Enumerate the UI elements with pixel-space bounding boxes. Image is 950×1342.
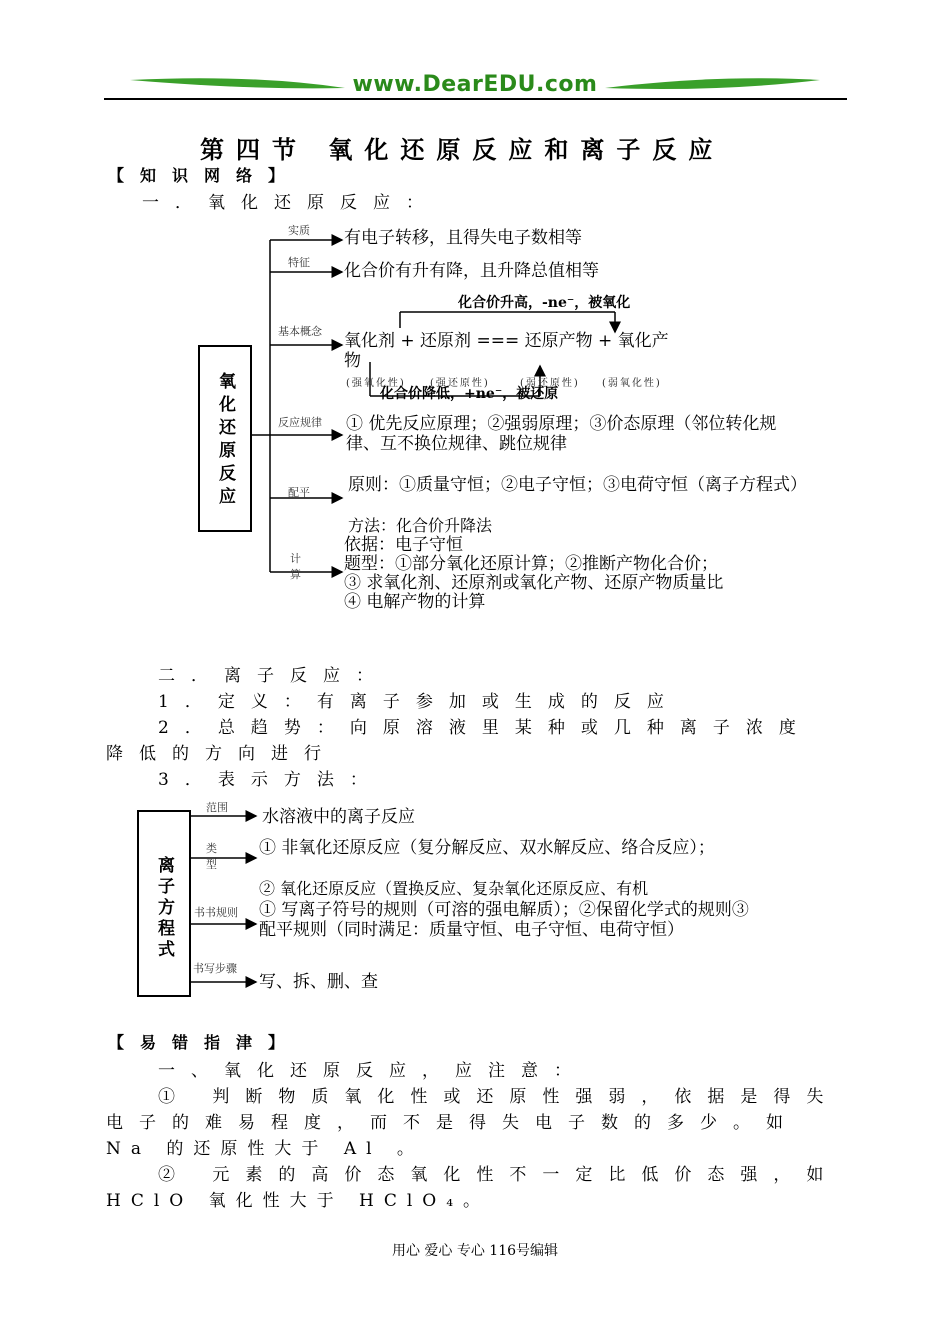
errors-sub: 一、氧化还原反应，应注意： — [158, 1061, 587, 1081]
property-1: (强氧化性) — [346, 378, 406, 389]
errors-heading: 【易错指津】 — [108, 1033, 301, 1052]
branch-label-essence: 实质 — [288, 224, 310, 237]
knowledge-network-heading: 【知识网络】 — [108, 166, 301, 185]
errors-p2b: HClO 氧化性大于 HClO₄。 — [106, 1191, 491, 1211]
header-rule — [104, 98, 847, 100]
section2-line2b: 降低的方向进行 — [106, 744, 337, 764]
lower-arrow-label: 化合价降低，+ne⁻，被还原 — [380, 386, 559, 402]
property-4: (弱氧化性) — [602, 378, 662, 389]
property-2: (强还原性) — [430, 378, 490, 389]
page-footer: 用心 爱心 专心 116号编辑 — [391, 1243, 559, 1259]
ionic-text-writing-rules: ① 写离子符号的规则（可溶的强电解质）；②保留化学式的规则③配平规则（同时满足：质量守恒、电子守恒、电荷守恒） — [259, 900, 749, 940]
ionic-text-scope: 水溶液中的离子反应 — [262, 807, 415, 827]
branch-text-calc-2: 题型：①部分氧化还原计算；②推断产物化合价； — [344, 554, 718, 574]
ionic-label-steps: 书写步骤 — [193, 962, 237, 975]
section2-line3: 3．表示方法： — [158, 770, 383, 790]
branch-text-calc-1: 依据：电子守恒 — [344, 535, 463, 555]
branch-label-rules: 反应规律 — [278, 416, 322, 429]
property-3: (弱还原性) — [520, 378, 580, 389]
upper-arrow-label: 化合价升高，-ne⁻，被氧化 — [458, 295, 631, 311]
section2-line1: 1．定义：有离子参加或生成的反应 — [158, 692, 680, 712]
branch-text-feature: 化合价有升有降，且升降总值相等 — [344, 261, 599, 281]
branch-label-balance: 配平 — [288, 486, 310, 499]
section1-heading: 一．氧化还原反应： — [142, 193, 439, 213]
branch-label-calc: 计算 — [290, 552, 301, 581]
ionic-text-steps: 写、拆、删、查 — [259, 972, 378, 992]
section2-line2a: 2．总趋势：向原溶液里某种或几种离子浓度 — [158, 718, 812, 738]
page-title: 第四节 氧化还原反应和离子反应 — [200, 135, 725, 164]
branch-label-concept: 基本概念 — [278, 325, 322, 338]
ionic-box-label: 离子方程式 — [154, 855, 174, 961]
errors-p1c: Na 的还原性大于 Al 。 — [106, 1139, 424, 1159]
ionic-label-writing-rules: 书书规则 — [194, 906, 238, 919]
ionic-label-scope: 范围 — [206, 801, 228, 814]
errors-p1b: 电子的难易程度，而不是得失电子数的多少。如 — [106, 1113, 799, 1133]
branch-text-rules: ① 优先反应原理；②强弱原理；③价态原理（邻位转化规律、互不换位规律、跳位规律 — [346, 414, 777, 454]
site-logo[interactable]: www.DearEDU.com — [352, 72, 598, 97]
ionic-text-type-2: ② 氧化还原反应（置换反应、复杂氧化还原反应、有机 — [259, 879, 649, 898]
branch-text-concept: 氧化剂 + 还原剂 === 还原产物 + 氧化产物 — [344, 331, 669, 371]
ionic-box — [137, 810, 191, 997]
section2-heading: 二．离子反应： — [158, 666, 389, 686]
branch-text-calc-3: ③ 求氧化剂、还原剂或氧化产物、还原产物质量比 — [344, 573, 724, 593]
branch-text-balance-method: 方法：化合价升降法 — [348, 516, 493, 535]
errors-p2a: ② 元素的高价态氧化性不一定比低价态强，如 — [158, 1165, 840, 1185]
redox-box-label: 氧化还原反应 — [215, 372, 235, 510]
branch-label-feature: 特征 — [288, 256, 310, 269]
ionic-text-type: ① 非氧化还原反应（复分解反应、双水解反应、络合反应）； — [259, 838, 715, 858]
branch-text-essence: 有电子转移，且得失电子数相等 — [344, 228, 582, 248]
branch-text-calc-4: ④ 电解产物的计算 — [344, 592, 486, 612]
ionic-label-type: 类型 — [206, 842, 217, 871]
errors-p1a: ① 判断物质氧化性或还原性强弱，依据是得失 — [158, 1087, 840, 1107]
branch-text-balance: 原则：①质量守恒；②电子守恒；③电荷守恒（离子方程式） — [348, 475, 807, 495]
